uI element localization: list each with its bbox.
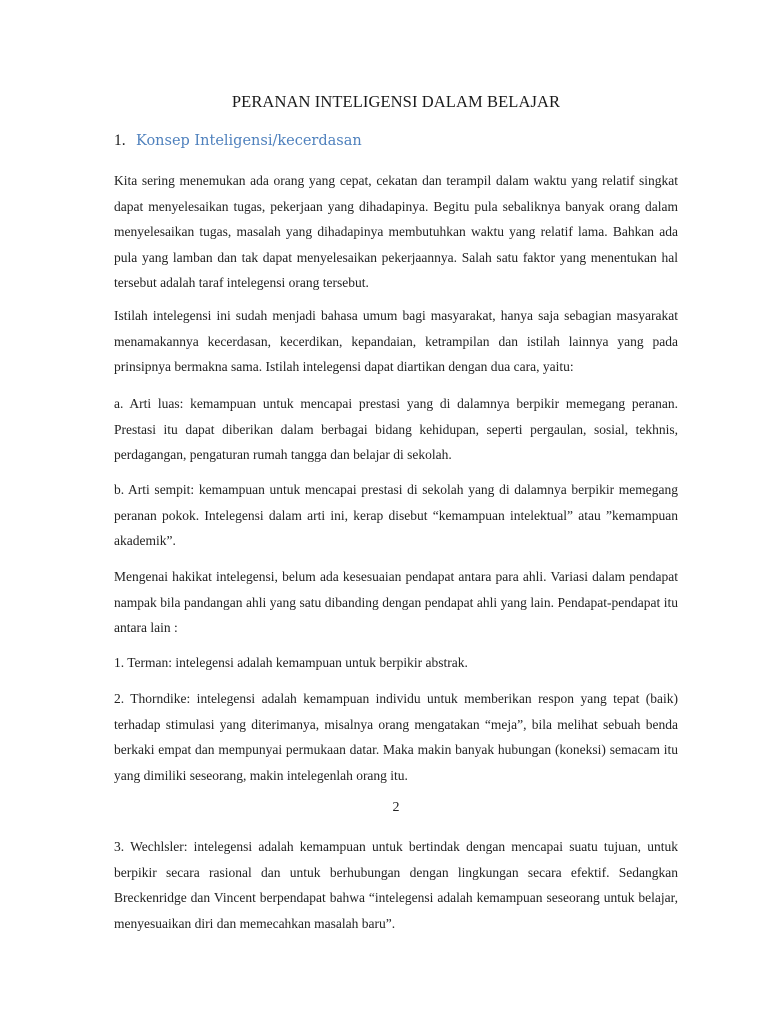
section-heading-text: Konsep Inteligensi/kecerdasan	[136, 133, 362, 149]
document-title: PERANAN INTELIGENSI DALAM BELAJAR	[231, 92, 561, 111]
page-number: 2	[392, 800, 400, 815]
paragraph-arti-luas: a. Arti luas: kemampuan untuk mencapai prestasi yang di dalamnya berpikir memegang peranan. Prestasi itu dapat diberikan dalam berbagai bidang kehidupan, seperti pergaulan, sosial, tekhnis, perdagangan, pengaturan rumah tangga dan belajar di sekolah.	[114, 396, 678, 462]
paragraph-arti-sempit: b. Arti sempit: kemampuan untuk mencapai prestasi di sekolah yang di dalamnya berpikir memegang peranan pokok. Intelegensi dalam arti ini, kerap disebut “kemampuan intelektual” atau ”kemampuan akademik”.	[114, 482, 678, 548]
paragraph-istilah: Istilah intelegensi ini sudah menjadi bahasa umum bagi masyarakat, hanya saja sebagian masyarakat menamakannya kecerdasan, kecerdikan, kepandaian, ketrampilan dan istilah lainnya yang pada prinsipnya bermakna sama. Istilah intelegensi dapat diartikan dengan dua cara, yaitu:	[114, 308, 678, 374]
paragraph-terman: 1. Terman: intelegensi adalah kemampuan untuk berpikir abstrak.	[114, 655, 468, 670]
section-heading	[114, 132, 362, 150]
section-number: 1.	[114, 132, 126, 149]
paragraph-intro: Kita sering menemukan ada orang yang cepat, cekatan dan terampil dalam waktu yang relatif singkat dapat menyelesaikan tugas, pekerjaan yang dihadapinya. Begitu pula sebaliknya banyak orang dalam menyelesaikan tugas, masalah yang dihadapinya membutuhkan waktu yang relatif lama. Bahkan ada pula yang lamban dan tak dapat menyelesaikan pekerjaannya. Salah satu faktor yang menentukan hal tersebut adalah taraf intelegensi orang tersebut.	[114, 173, 678, 290]
paragraph-thorndike: 2. Thorndike: intelegensi adalah kemampuan individu untuk memberikan respon yang tepat (baik) terhadap stimulasi yang diterimanya, misalnya orang mengatakan “meja”, bila melihat sebuah benda berkaki empat dan mempunyai permukaan datar. Maka makin banyak hubungan (koneksi) semacam itu yang dimiliki seseorang, makin intelegenlah orang itu.	[114, 691, 678, 783]
paragraph-wechsler: 3. Wechlsler: intelegensi adalah kemampuan untuk bertindak dengan mencapai suatu tujuan, untuk berpikir secara rasional dan untuk berhubungan dengan lingkungan secara efektif. Sedangkan Breckenridge dan Vincent berpendapat bahwa “intelegensi adalah kemampuan seseorang untuk belajar, menyesuaikan diri dan memecahkan masalah baru”.	[114, 839, 678, 931]
paragraph-hakikat: Mengenai hakikat intelegensi, belum ada kesesuaian pendapat antara para ahli. Variasi dalam pendapat nampak bila pandangan ahli yang satu dibanding dengan pendapat ahli yang lain. Pendapat-pendapat itu antara lain :	[114, 569, 678, 635]
